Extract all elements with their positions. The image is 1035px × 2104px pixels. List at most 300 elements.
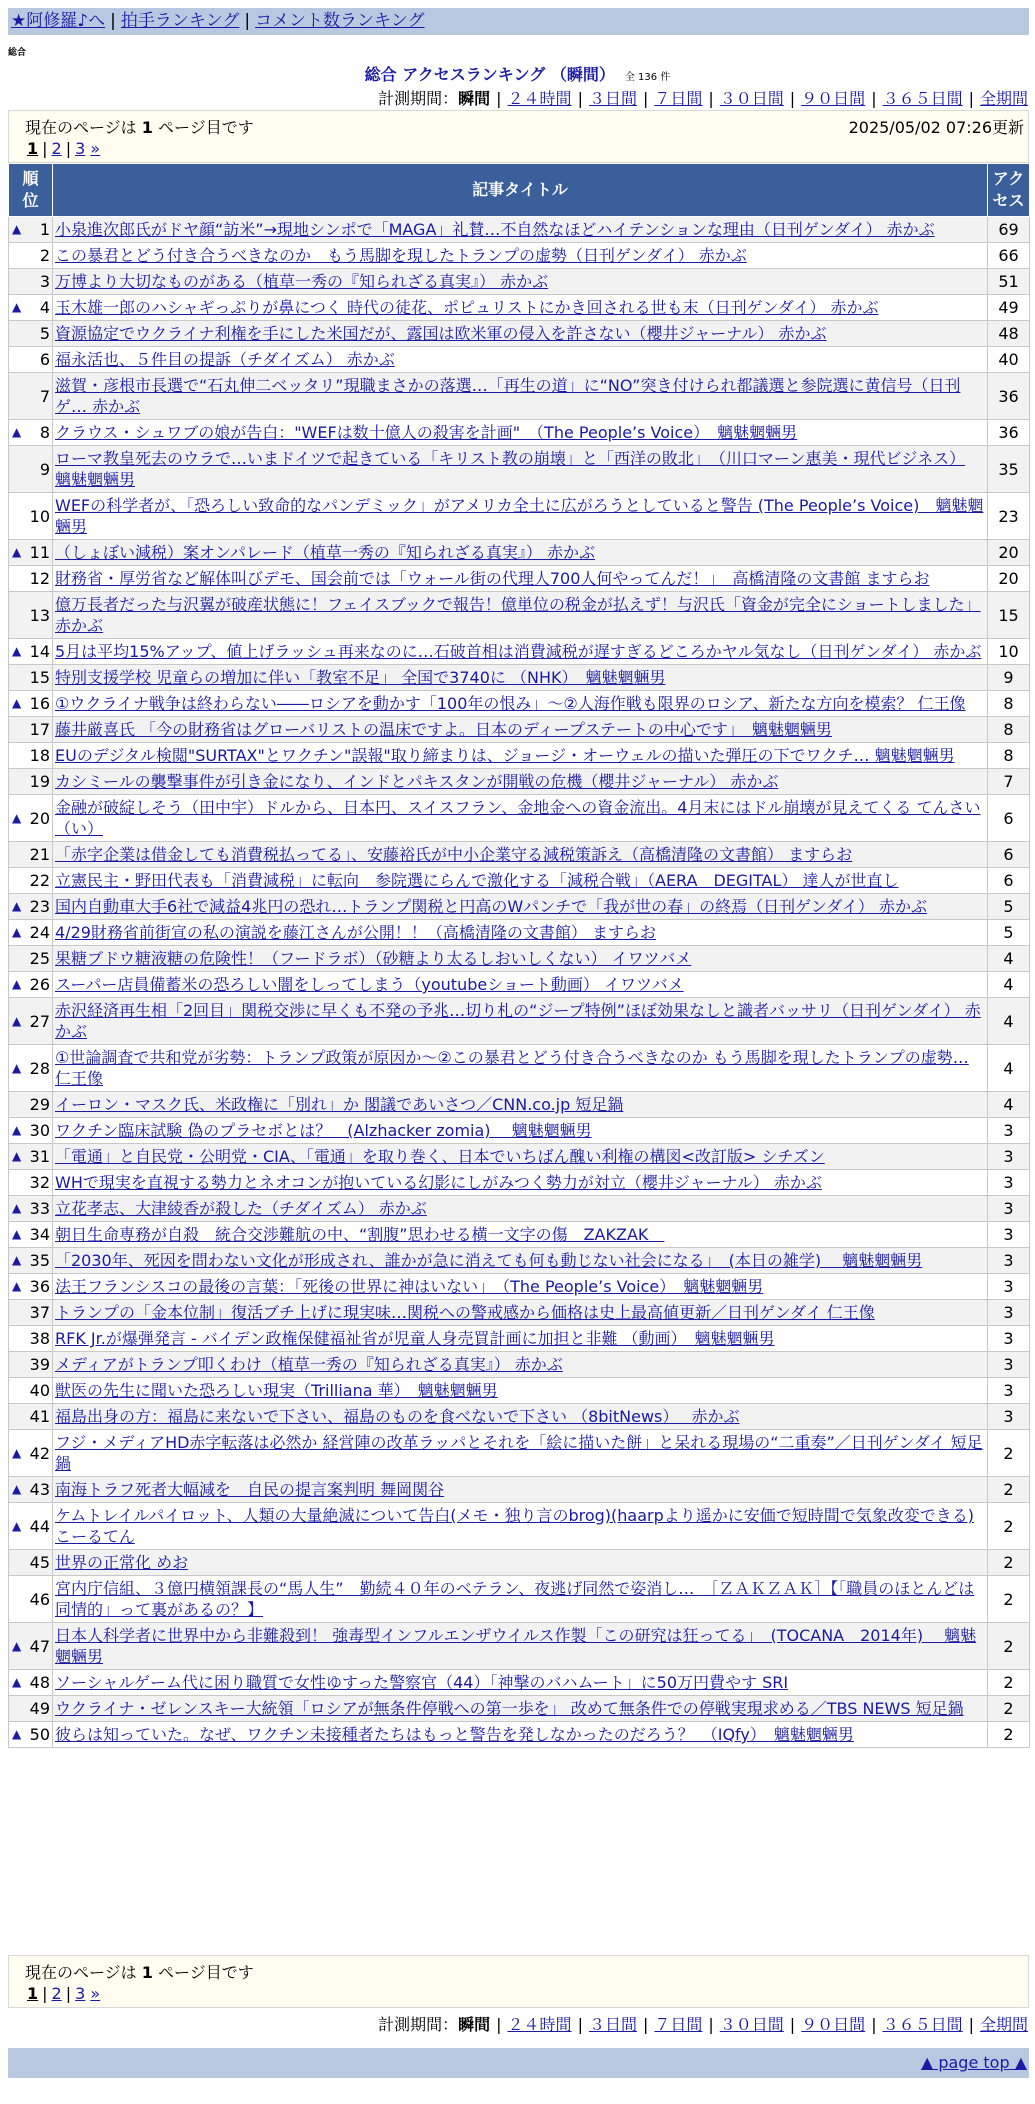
table-row [9, 1378, 1030, 1404]
table-row [9, 493, 1030, 540]
rank-cell [9, 743, 53, 769]
pager-top [8, 110, 1029, 163]
access-count: 3 [988, 1378, 1030, 1404]
nav-separator: | [110, 11, 116, 31]
rank-number: 4 [39, 298, 50, 317]
article-link[interactable]: ワクチン臨床試験 偽のプラセボとは？ (Alzhacker zomia) 魑魅魍魎男 [55, 1121, 592, 1140]
rank-cell [9, 347, 53, 373]
page-separator: | [42, 1984, 48, 2003]
page-info-suffix: ページ目です [152, 118, 254, 137]
rank-number: 16 [29, 694, 50, 713]
period-link[interactable]: ７日間 [654, 2015, 703, 2034]
period-link[interactable]: ７日間 [654, 89, 703, 108]
up-arrow-icon: ▲ [12, 545, 22, 559]
title-cell [53, 295, 988, 321]
up-arrow-icon: ▲ [12, 1149, 22, 1163]
rank-number: 12 [29, 569, 50, 588]
article-link[interactable]: 「2030年、死因を問わない文化が形成され、誰かが急に消えても何も動じない社会になる」 (本日の雑学) 魑魅魍魎男 [55, 1251, 923, 1270]
article-link[interactable]: 赤沢経済再生相「2回目」関税交渉に早くも不発の予兆…切り札の“ジープ特例”ほぼ効果なしと識者バッサリ（日刊ゲンダイ） 赤かぶ [55, 1001, 981, 1041]
access-count: 48 [988, 321, 1030, 347]
title-cell [53, 665, 988, 691]
article-link[interactable]: 玉木雄一郎のハシャギっぷりが鼻につく 時代の徒花、ポピュリストにかき回される世も末（日刊ゲンダイ） 赤かぶ [55, 298, 879, 317]
period-link[interactable]: ９０日間 [801, 2015, 866, 2034]
access-count: 7 [988, 769, 1030, 795]
title-cell [53, 1222, 988, 1248]
page-info [25, 1960, 254, 1983]
table-row [9, 243, 1030, 269]
title-cell [53, 446, 988, 493]
rank-cell [9, 769, 53, 795]
rank-number: 38 [29, 1329, 50, 1348]
period-separator: | [642, 89, 649, 108]
rank-cell [9, 1326, 53, 1352]
access-count: 3 [988, 1404, 1030, 1430]
article-link[interactable]: 財務省・厚労省など解体叫びデモ、国会前では「ウォール街の代理人700人何やってんだ！」 高橋清隆の文書館 ますらお [55, 569, 930, 588]
period-separator: | [871, 89, 877, 108]
rank-number: 22 [29, 871, 50, 890]
table-row [9, 691, 1030, 717]
table-row [9, 1222, 1030, 1248]
title-cell [53, 1045, 988, 1092]
rank-cell [9, 1222, 53, 1248]
rank-number: 35 [29, 1251, 50, 1270]
rank-number: 46 [29, 1589, 50, 1609]
access-count: 2 [988, 1503, 1030, 1550]
article-link[interactable]: 宮内庁信組、３億円横領課長の“馬人生” 勤続４０年のベテラン、夜逃げ同然で姿消し… ［ＺＡＫＺＡＫ］【「職員のほとんどは同情的」って裏があるの？】 [55, 1579, 975, 1619]
article-link[interactable]: 福島出身の方：福島に来ないで下さい、福島のものを食べないで下さい （8bitNews） 赤かぶ [55, 1407, 740, 1426]
period-link[interactable]: 全期間 [979, 2015, 1028, 2034]
access-count: 4 [988, 1092, 1030, 1118]
next-page-link[interactable]: » [90, 139, 101, 158]
home-link[interactable]: ★阿修羅♪へ [11, 11, 106, 31]
access-count: 2 [988, 1550, 1030, 1576]
title-cell [53, 743, 988, 769]
article-link[interactable]: ①ウクライナ戦争は終わらない――ロシアを動かす「100年の恨み」～②人海作戦も限界のロシア、新たな方向を模索？ 仁王像 [55, 694, 966, 713]
article-link[interactable]: 金融が破綻しそう（田中宇）ドルから、日本円、スイスフラン、金地金への資金流出。4月末にはドル崩壊が見えてくる てんさい（い） [55, 798, 981, 838]
ranking-title: 総合 アクセスランキング （瞬間） [364, 65, 615, 84]
title-cell [53, 795, 988, 842]
rank-number: 33 [29, 1199, 50, 1218]
page-info-prefix: 現在のページは [25, 118, 142, 137]
up-arrow-icon: ▲ [12, 1060, 22, 1075]
rank-cell [9, 1623, 53, 1670]
article-link[interactable]: ケムトレイルパイロット、人類の大量絶滅について告白(メモ・独り言のbrog)(haarpより遥かに安価で短時間で気象改変できる) こーるてん [55, 1506, 974, 1546]
table-row [9, 295, 1030, 321]
access-count: 2 [988, 1576, 1030, 1623]
title-cell [53, 1623, 988, 1670]
article-link[interactable]: 特別支援学校 児童らの増加に伴い「教室不足」 全国で3740に （NHK） 魑魅魍魎男 [55, 668, 666, 687]
page-link[interactable]: 3 [75, 1984, 86, 2003]
rank-cell [9, 1045, 53, 1092]
access-count: 3 [988, 1196, 1030, 1222]
table-row [9, 1300, 1030, 1326]
article-link[interactable]: 日本人科学者に世界中から非難殺到！ 強毒型インフルエンザウイルス作製「この研究は狂ってる」 (TOCANA 2014年) 魑魅魍魎男 [55, 1626, 977, 1666]
rank-cell [9, 1092, 53, 1118]
article-link[interactable]: RFK Jr.が爆弾発言 - バイデン政権保健福祉省が児童人身売買計画に加担と非難 （動画） 魑魅魍魎男 [55, 1329, 775, 1348]
access-count: 8 [988, 717, 1030, 743]
access-count: 4 [988, 946, 1030, 972]
rank-cell [9, 691, 53, 717]
period-current: 瞬間 [458, 2015, 491, 2034]
article-link[interactable]: ウクライナ・ゼレンスキー大統領「ロシアが無条件停戦への第一歩を」 改めて無条件での停戦実現求める／TBS NEWS 短足鍋 [55, 1699, 964, 1718]
rank-cell [9, 1170, 53, 1196]
rank-cell [9, 1352, 53, 1378]
table-row [9, 446, 1030, 493]
article-link[interactable]: ソーシャルゲーム代に困り職質で女性ゆすった警察官（44）「神撃のバハムート」に50万円費やす SRI [55, 1673, 789, 1692]
access-count: 3 [988, 1352, 1030, 1378]
article-link[interactable]: EUのデジタル検閲"SURTAX"とワクチン"誤報"取り締まりは、ジョージ・オーウェルの描いた弾圧の下でワクチ… 魑魅魍魎男 [55, 746, 955, 765]
title-cell [53, 566, 988, 592]
rank-number: 25 [29, 949, 50, 968]
title-cell [53, 269, 988, 295]
rank-cell [9, 1477, 53, 1503]
table-row [9, 1118, 1030, 1144]
rank-number: 10 [29, 506, 50, 526]
rank-number: 48 [29, 1673, 50, 1692]
table-row [9, 1196, 1030, 1222]
up-arrow-icon: ▲ [12, 899, 22, 913]
clap-ranking-link[interactable]: 拍手ランキング [120, 11, 240, 31]
access-count: 2 [988, 1623, 1030, 1670]
article-link[interactable]: 4/29財務省前街宣の私の演説を藤江さんが公開！！（高橋清隆の文書館） ますらお [55, 923, 657, 942]
rank-number: 13 [29, 605, 50, 625]
access-count: 6 [988, 842, 1030, 868]
table-row [9, 1576, 1030, 1623]
period-link[interactable]: ３０日間 [719, 89, 784, 108]
period-separator: | [642, 2015, 649, 2034]
period-link[interactable]: ２４時間 [507, 89, 572, 108]
rank-cell [9, 540, 53, 566]
article-link[interactable]: 「電通」と自民党・公明党・CIA、「電通」を取り巻く、日本でいちばん醜い利権の構図<改訂版> シチズン [55, 1147, 825, 1166]
access-count: 8 [988, 691, 1030, 717]
page-info-suffix: ページ目です [152, 1963, 254, 1982]
up-arrow-icon: ▲ [12, 1727, 22, 1741]
access-count: 3 [988, 1300, 1030, 1326]
article-link[interactable]: 億万長者だった与沢翼が破産状態に！フェイスブックで報告！億単位の税金が払えず！与沢氏「資金が完全にショートしました」 赤かぶ [55, 595, 981, 635]
title-cell [53, 1196, 988, 1222]
article-link[interactable]: メディアがトランプ叩くわけ（植草一秀の『知られざる真実』） 赤かぶ [55, 1355, 563, 1374]
rank-cell [9, 946, 53, 972]
count-header: アクセス [988, 164, 1030, 217]
access-count: 3 [988, 1118, 1030, 1144]
access-count: 6 [988, 795, 1030, 842]
title-cell [53, 868, 988, 894]
up-arrow-icon: ▲ [12, 977, 22, 991]
rank-cell [9, 1144, 53, 1170]
article-link[interactable]: トランプの「金本位制」復活ブチ上げに現実味…関税への警戒感から価格は史上最高値更新／日刊ゲンダイ 仁王像 [55, 1303, 875, 1322]
article-link[interactable]: 藤井厳喜氏 「今の財務省はグローバリストの温床ですよ。日本のディープステートの中心です」 魑魅魍魎男 [55, 720, 832, 739]
table-row [9, 717, 1030, 743]
rank-number: 28 [29, 1058, 50, 1078]
title-cell [53, 1274, 988, 1300]
up-arrow-icon: ▲ [12, 300, 22, 314]
article-link[interactable]: 滋賀・彦根市長選で“石丸伸二ベッタリ”現職まさかの落選…「再生の道」に“NO”突き付けられ都議選と参院選に黄信号（日刊ゲ… 赤かぶ [55, 376, 961, 416]
rank-cell [9, 1430, 53, 1477]
rank-cell [9, 998, 53, 1045]
rank-cell [9, 295, 53, 321]
article-link[interactable]: WHで現実を直視する勢力とネオコンが抱いている幻影にしがみつく勢力が対立（櫻井ジャーナル） 赤かぶ [55, 1173, 822, 1192]
period-link[interactable]: 全期間 [979, 89, 1028, 108]
up-arrow-icon: ▲ [12, 1638, 22, 1653]
table-row [9, 769, 1030, 795]
access-count: 69 [988, 217, 1030, 243]
rank-cell [9, 1274, 53, 1300]
access-count: 49 [988, 295, 1030, 321]
period-separator: | [789, 2015, 796, 2034]
rank-cell [9, 1196, 53, 1222]
rank-number: 6 [39, 350, 50, 369]
rank-cell [9, 1118, 53, 1144]
access-count: 2 [988, 1696, 1030, 1722]
period-separator: | [789, 89, 796, 108]
table-row [9, 1550, 1030, 1576]
article-link[interactable]: ①世論調査で共和党が劣勢：トランプ政策が原因か～②この暴君とどう付き合うべきなのか もう馬脚を現したトランプの虚勢… 仁王像 [55, 1048, 969, 1088]
title-cell [53, 1503, 988, 1550]
rank-number: 24 [29, 923, 50, 942]
table-row [9, 1477, 1030, 1503]
table-row [9, 566, 1030, 592]
rank-number: 1 [39, 220, 50, 239]
article-link[interactable]: 法王フランシスコの最後の言葉：「死後の世界に神はいない」 （The People’s Voice） 魑魅魍魎男 [55, 1277, 764, 1296]
total-count: 全 136 件 [624, 72, 671, 83]
table-row [9, 1352, 1030, 1378]
article-link[interactable]: 小泉進次郎氏がドヤ顔“訪米”→現地シンポで「MAGA」礼賛…不自然なほどハイテンションな理由（日刊ゲンダイ） 赤かぶ [55, 220, 935, 239]
period-link[interactable]: ２４時間 [507, 2015, 572, 2034]
title-cell [53, 1300, 988, 1326]
article-link[interactable]: 「赤字企業は借金しても消費税払ってる」、安藤裕氏が中小企業守る減税策訴え（高橋清隆の文書館） ますらお [55, 845, 853, 864]
article-link[interactable]: 立花孝志、大津綾香が殺した（チダイズム） 赤かぶ [55, 1199, 427, 1218]
period-link[interactable]: ３日間 [588, 2015, 637, 2034]
access-count: 20 [988, 540, 1030, 566]
table-row [9, 1696, 1030, 1722]
title-cell [53, 420, 988, 446]
rank-number: 43 [29, 1480, 50, 1499]
rank-cell [9, 717, 53, 743]
rank-number: 15 [29, 668, 50, 687]
article-link[interactable]: 福永活也、５件目の提訴（チダイズム） 赤かぶ [55, 350, 395, 369]
rank-cell [9, 894, 53, 920]
table-row [9, 894, 1030, 920]
period-link[interactable]: ９０日間 [801, 89, 866, 108]
title-cell [53, 691, 988, 717]
rank-number: 40 [29, 1381, 50, 1400]
access-count: 66 [988, 243, 1030, 269]
article-link[interactable]: ローマ教皇死去のウラで…いまドイツで起きている「キリスト教の崩壊」と「西洋の敗北」 （川口マーン惠美・現代ビジネス） 魑魅魍魎男 [55, 449, 966, 489]
current-page: 1 [27, 139, 39, 158]
article-link[interactable]: 南海トラフ死者大幅減を 自民の提言案判明 舞岡関谷 [55, 1480, 445, 1499]
updated-timestamp: 2025/05/02 07:26更新 [848, 118, 1024, 137]
access-count: 8 [988, 743, 1030, 769]
title-cell [53, 1550, 988, 1576]
pager-bottom [8, 1955, 1029, 2008]
up-arrow-icon: ▲ [12, 810, 22, 825]
next-page-link[interactable]: » [90, 1984, 101, 2003]
ranking-table [8, 163, 1030, 1748]
table-row [9, 1670, 1030, 1696]
period-link[interactable]: ３６５日間 [882, 2015, 963, 2034]
period-current: 瞬間 [458, 89, 491, 108]
table-row [9, 540, 1030, 566]
up-arrow-icon: ▲ [12, 644, 22, 658]
article-link[interactable]: カシミールの襲撃事件が引き金になり、インドとパキスタンが開戦の危機（櫻井ジャーナル） 赤かぶ [55, 772, 779, 791]
article-link[interactable]: フジ・メディアHD赤字転落は必然か 経営陣の改革ラッパとそれを「絵に描いた餅」と呆れる現場の“二重奏”／日刊ゲンダイ 短足鍋 [55, 1433, 983, 1473]
article-link[interactable]: クラウス・シュワブの娘が告白："WEFは数十億人の殺害を計画" （The People’s Voice） 魑魅魍魎男 [55, 423, 798, 442]
page-separator: | [42, 139, 48, 158]
period-label: 計測期間： [378, 89, 459, 108]
access-count: 10 [988, 639, 1030, 665]
rank-cell [9, 420, 53, 446]
access-count: 3 [988, 1248, 1030, 1274]
period-label: 計測期間： [378, 2015, 459, 2034]
title-cell [53, 243, 988, 269]
rank-number: 32 [29, 1173, 50, 1192]
period-separator: | [968, 89, 974, 108]
title-cell [53, 1670, 988, 1696]
table-row [9, 1274, 1030, 1300]
article-link[interactable]: 国内自動車大手6社で減益4兆円の恐れ…トランプ関税と円高のWパンチで「我が世の春」の終焉（日刊ゲンダイ） 赤かぶ [55, 897, 927, 916]
rank-cell [9, 493, 53, 540]
title-cell [53, 1092, 988, 1118]
up-arrow-icon: ▲ [12, 1445, 22, 1460]
page-top-link[interactable]: ▲ page top ▲ [920, 2053, 1027, 2072]
rank-number: 50 [29, 1725, 50, 1744]
table-row [9, 842, 1030, 868]
access-count: 3 [988, 1144, 1030, 1170]
rank-cell [9, 1670, 53, 1696]
title-cell [53, 1576, 988, 1623]
article-link[interactable]: 獣医の先生に聞いた恐ろしい現実（Trilliana 華） 魑魅魍魎男 [55, 1381, 498, 1400]
access-count: 51 [988, 269, 1030, 295]
period-link[interactable]: ３日間 [588, 89, 637, 108]
article-link[interactable]: 5月は平均15%アップ、値上げラッシュ再来なのに…石破首相は消費減税が遅すぎるどころかヤル気なし（日刊ゲンダイ） 赤かぶ [55, 642, 982, 661]
article-link[interactable]: 朝日生命専務が自殺 統合交渉難航の中、“割腹”思わせる横一文字の傷 ZAKZAK [55, 1225, 665, 1244]
title-cell [53, 1430, 988, 1477]
up-arrow-icon: ▲ [12, 222, 22, 236]
page-link[interactable]: 2 [51, 1984, 62, 2003]
access-count: 4 [988, 972, 1030, 998]
rank-number: 31 [29, 1147, 50, 1166]
rank-number: 36 [29, 1277, 50, 1296]
period-link[interactable]: ３０日間 [719, 2015, 784, 2034]
rank-cell [9, 217, 53, 243]
rank-number: 20 [29, 808, 50, 828]
rank-number: 18 [29, 746, 50, 765]
table-row [9, 1144, 1030, 1170]
title-cell [53, 769, 988, 795]
rank-number: 7 [39, 386, 50, 406]
rank-cell [9, 373, 53, 420]
rank-number: 41 [29, 1407, 50, 1426]
article-link[interactable]: 資源協定でウクライナ利権を手にした米国だが、露国は欧米軍の侵入を許さない（櫻井ジャーナル） 赤かぶ [55, 324, 827, 343]
up-arrow-icon: ▲ [12, 925, 22, 939]
period-separator: | [496, 2015, 502, 2034]
rank-cell [9, 842, 53, 868]
title-cell [53, 1696, 988, 1722]
article-link[interactable]: スーパー店員備蓄米の恐ろしい闇をしってしまう（youtubeショート動画） イワツバメ [55, 975, 684, 994]
title-cell [53, 920, 988, 946]
title-cell [53, 1248, 988, 1274]
article-link[interactable]: 世界の正常化 めお [55, 1553, 189, 1572]
rank-cell [9, 1696, 53, 1722]
article-link[interactable]: 彼らは知っていた。なぜ、ワクチン未接種者たちはもっと警告を発しなかったのだろう？ （IQfy） 魑魅魍魎男 [55, 1725, 854, 1744]
up-arrow-icon: ▲ [12, 425, 22, 439]
page-info [25, 115, 254, 138]
rank-number: 42 [29, 1443, 50, 1463]
up-arrow-icon: ▲ [12, 696, 22, 710]
table-row [9, 743, 1030, 769]
rank-cell [9, 1378, 53, 1404]
table-row [9, 665, 1030, 691]
page-separator: | [65, 1984, 72, 2003]
rank-cell [9, 639, 53, 665]
title-cell [53, 1352, 988, 1378]
rank-number: 45 [29, 1553, 50, 1572]
up-arrow-icon: ▲ [12, 1013, 22, 1028]
rank-number: 34 [29, 1225, 50, 1244]
period-separator: | [968, 2015, 974, 2034]
rank-cell [9, 592, 53, 639]
table-row [9, 998, 1030, 1045]
rank-number: 26 [29, 975, 50, 994]
title-cell [53, 717, 988, 743]
table-row [9, 1430, 1030, 1477]
title-cell [53, 347, 988, 373]
article-link[interactable]: この暴君とどう付き合うべきなのか もう馬脚を現したトランプの虚勢（日刊ゲンダイ） 赤かぶ [55, 246, 747, 265]
page-link[interactable]: 2 [51, 139, 62, 158]
article-link[interactable]: （しょぼい減税）案オンパレード（植草一秀の『知られざる真実』） 赤かぶ [55, 543, 595, 562]
rank-cell [9, 1300, 53, 1326]
table-row [9, 639, 1030, 665]
up-arrow-icon: ▲ [12, 1227, 22, 1241]
table-row [9, 1623, 1030, 1670]
article-link[interactable]: 果糖ブドウ糖液糖の危険性！（フードラボ）（砂糖より太るしおいしくない） イワツバメ [55, 949, 692, 968]
period-link[interactable]: ３６５日間 [882, 89, 963, 108]
period-separator: | [708, 2015, 714, 2034]
article-link[interactable]: 立憲民主・野田代表も「消費減税」に転向 参院選にらんで激化する「減税合戦」（AERA DEGITAL） 達人が世直し [55, 871, 899, 890]
rank-cell [9, 972, 53, 998]
ranking-title-row [0, 62, 1035, 85]
rank-number: 27 [29, 1011, 50, 1031]
access-count: 36 [988, 420, 1030, 446]
up-arrow-icon: ▲ [12, 1482, 22, 1496]
rank-number: 49 [29, 1699, 50, 1718]
rank-cell [9, 1248, 53, 1274]
table-row [9, 1326, 1030, 1352]
article-link[interactable]: WEFの科学者が、「恐ろしい致命的なパンデミック」がアメリカ全土に広がろうとしていると警告 (The People’s Voice) 魑魅魍魎男 [55, 496, 984, 536]
nav-separator: | [244, 11, 251, 31]
title-cell [53, 894, 988, 920]
comment-ranking-link[interactable]: コメント数ランキング [255, 11, 425, 31]
title-cell [53, 946, 988, 972]
up-arrow-icon: ▲ [12, 1123, 22, 1137]
table-row [9, 1092, 1030, 1118]
page-info-prefix: 現在のページは [25, 1963, 142, 1982]
article-link[interactable]: イーロン・マスク氏、米政権に「別れ」か 閣議であいさつ／CNN.co.jp 短足鍋 [55, 1095, 624, 1114]
period-separator: | [577, 89, 583, 108]
table-row [9, 1248, 1030, 1274]
title-cell [53, 1404, 988, 1430]
access-count: 36 [988, 373, 1030, 420]
rank-number: 2 [39, 246, 50, 265]
rank-number: 8 [39, 423, 50, 442]
article-link[interactable]: 万博より大切なものがある（植草一秀の『知られざる真実』） 赤かぶ [55, 272, 549, 291]
access-count: 35 [988, 446, 1030, 493]
page-link[interactable]: 3 [75, 139, 86, 158]
rank-cell [9, 566, 53, 592]
rank-number: 21 [29, 845, 50, 864]
period-separator: | [708, 89, 714, 108]
rank-cell [9, 1576, 53, 1623]
